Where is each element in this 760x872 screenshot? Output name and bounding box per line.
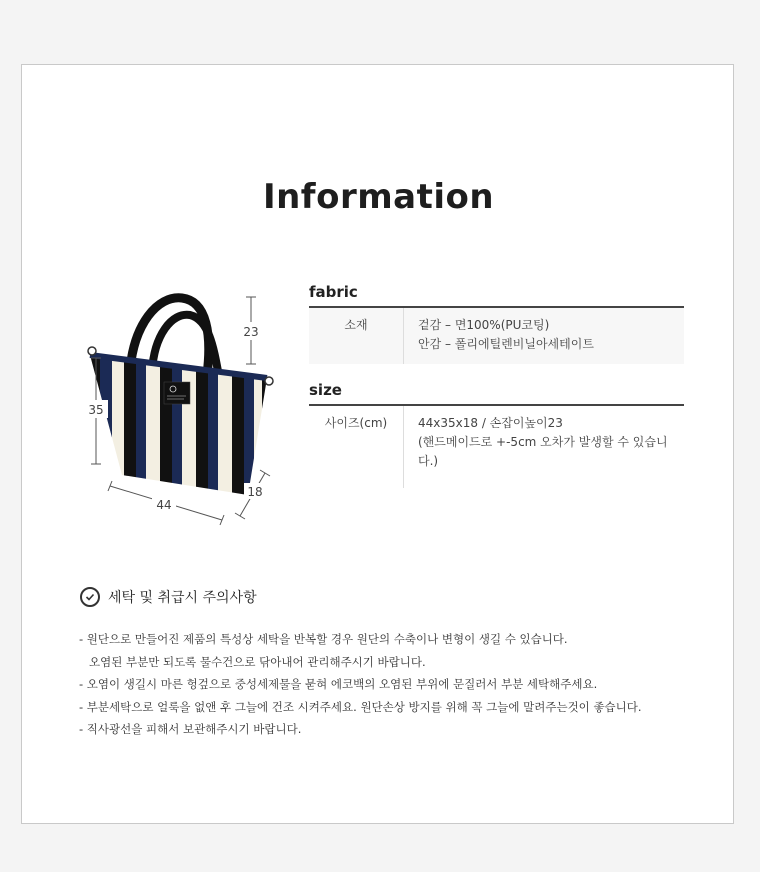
care-instruction: 오염된 부분만 되도록 물수건으로 닦아내어 관리해주시기 바랍니다. [89, 654, 426, 669]
fabric-value [403, 308, 684, 364]
care-instruction: - 직사광선을 피해서 보관해주시기 바랍니다. [79, 722, 302, 736]
care-instructions-list [79, 628, 719, 741]
bag-dimension-figure [72, 290, 282, 530]
fabric-label: 소재 [309, 308, 403, 364]
width-dimension-label: 44 [156, 498, 172, 512]
fabric-inner-line: 안감 – 폴리에틸렌비닐아세테이트 [418, 337, 594, 351]
size-row [309, 406, 684, 488]
fabric-row [309, 308, 684, 364]
size-label: 사이즈(cm) [324, 416, 388, 430]
size-section [309, 381, 684, 488]
bag-label-patch [164, 382, 190, 404]
fabric-section [309, 283, 684, 364]
care-instruction: - 원단으로 만들어진 제품의 특성상 세탁을 반복할 경우 원단의 수축이나 변형이 생길 수 있습니다. [79, 632, 568, 646]
care-instruction: - 오염이 생길시 마른 헝겊으로 중성세제물을 묻혀 에코백의 오염된 부위에 문질러서 부분 세탁해주세요. [79, 677, 598, 691]
handle-dimension-label: 23 [243, 325, 259, 339]
information-card [21, 64, 734, 824]
care-instruction: - 부분세탁으로 얼룩을 없앤 후 그늘에 건조 시켜주세요. 원단손상 방지를 위해 꼭 그늘에 말려주는것이 좋습니다. [79, 699, 642, 714]
fabric-outer-line: 겉감 – 면100%(PU코팅) [418, 318, 550, 332]
depth-dimension-label: 18 [247, 485, 263, 499]
height-dimension-label: 35 [88, 403, 104, 417]
check-circle-icon [80, 587, 100, 607]
size-tolerance-note: (핸드메이드로 +-5cm 오차가 발생할 수 있습니다.) [418, 435, 668, 468]
size-value [403, 406, 684, 488]
page-title: Information [262, 177, 495, 217]
care-heading-row [80, 587, 257, 607]
size-dimensions-line: 44x35x18 / 손잡이높이23 [418, 416, 563, 430]
size-heading: size [309, 381, 684, 406]
care-heading: 세탁 및 취급시 주의사항 [108, 590, 257, 606]
fabric-heading: fabric [309, 283, 684, 308]
